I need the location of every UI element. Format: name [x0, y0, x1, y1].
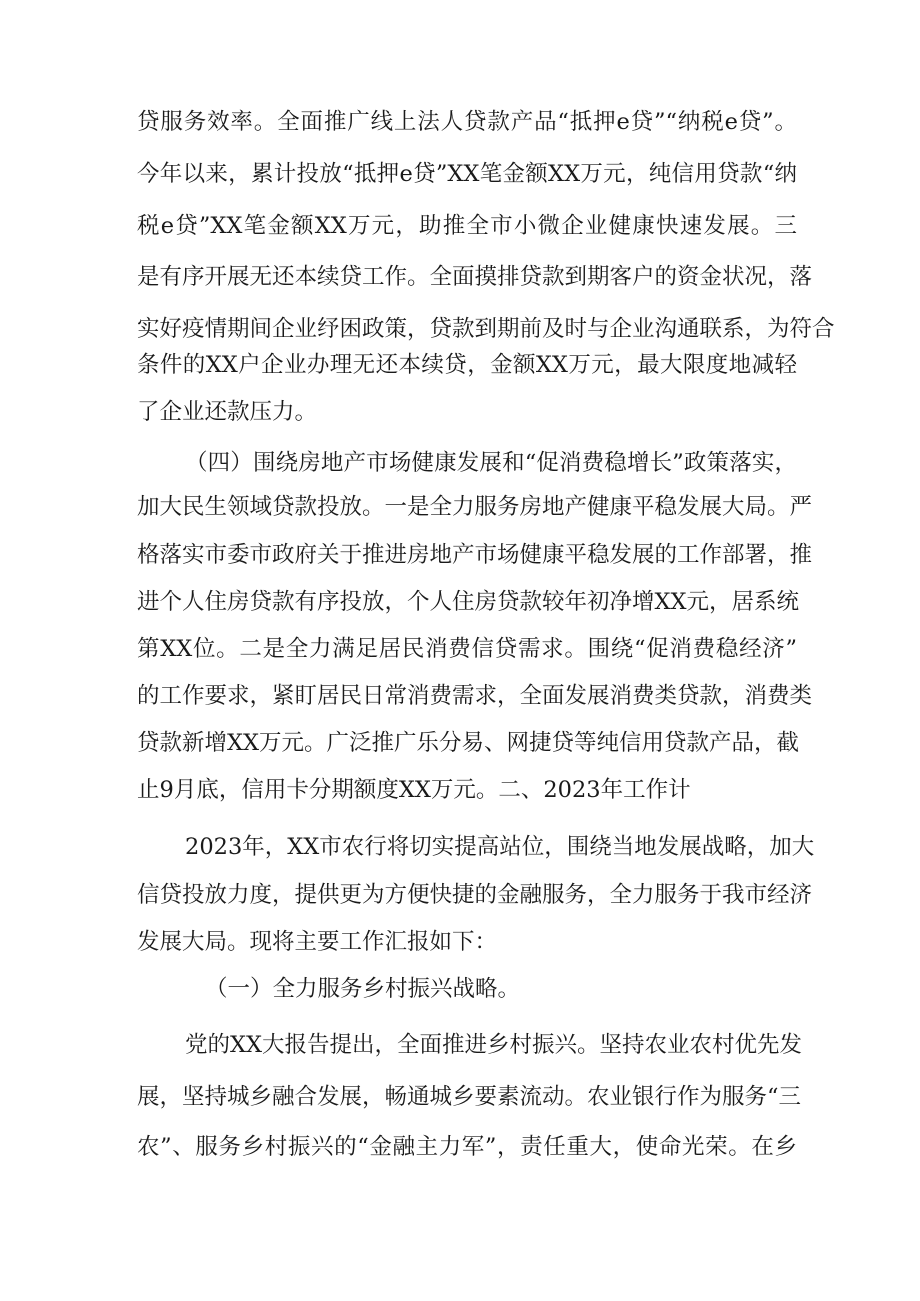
- paragraph-line: 贷服务效率。全面推广线上法人贷款产品“抵押e贷”“纳税e贷”。: [137, 109, 797, 135]
- paragraph-line: 农”、服务乡村振兴的“金融主力军”，责任重大，使命光荣。在乡: [137, 1134, 797, 1160]
- paragraph-line: 的工作要求，紧盯居民日常消费需求，全面发展消费类贷款，消费类: [137, 683, 813, 709]
- paragraph-line: 实好疫情期间企业纾困政策，贷款到期前及时与企业沟通联系，为符合: [137, 316, 835, 342]
- paragraph-line: 第XX位。二是全力满足居民消费信贷需求。围绕“促消费稳经济”: [137, 636, 797, 662]
- paragraph-line: 止9月底，信用卡分期额度XX万元。二、2023年工作计: [137, 777, 691, 803]
- section-heading-1: （一）全力服务乡村振兴战略。: [205, 976, 521, 1002]
- paragraph-line: 了企业还款压力。: [137, 399, 318, 425]
- paragraph-line: 展，坚持城乡融合发展，畅通城乡要素流动。农业银行作为服务“三: [137, 1084, 802, 1110]
- paragraph-line: 进个人住房贷款有序投放，个人住房贷款较年初净增XX元，居系统: [137, 589, 800, 615]
- paragraph-line: 2023年，XX市农行将切实提高站位，围绕当地发展战略，加大: [185, 834, 815, 860]
- paragraph-line: 党的XX大报告提出，全面推进乡村振兴。坚持农业农村优先发: [185, 1032, 803, 1058]
- paragraph-line: 格落实市委市政府关于推进房地产市场健康平稳发展的工作部署，推: [137, 542, 813, 568]
- paragraph-line: 信贷投放力度，提供更为方便快捷的金融服务，全力服务于我市经济: [137, 882, 813, 908]
- paragraph-line: 税e贷”XX笔金额XX万元，助推全市小微企业健康快速发展。三: [137, 213, 797, 239]
- paragraph-line: 是有序开展无还本续贷工作。全面摸排贷款到期客户的资金状况，落: [137, 264, 813, 290]
- paragraph-line: 今年以来，累计投放“抵押e贷”XX笔金额XX万元，纯信用贷款“纳: [137, 161, 797, 187]
- paragraph-line: 发展大局。现将主要工作汇报如下：: [137, 929, 498, 955]
- paragraph-line: 加大民生领域贷款投放。一是全力服务房地产健康平稳发展大局。严: [137, 494, 813, 520]
- paragraph-line: 贷款新增XX万元。广泛推广乐分易、网捷贷等纯信用贷款产品，截: [137, 730, 800, 756]
- section-heading-4: （四）围绕房地产市场健康发展和“促消费稳增长”政策落实，: [185, 450, 797, 476]
- paragraph-line: 条件的XX户企业办理无还本续贷，金额XX万元，最大限度地减轻: [137, 352, 797, 378]
